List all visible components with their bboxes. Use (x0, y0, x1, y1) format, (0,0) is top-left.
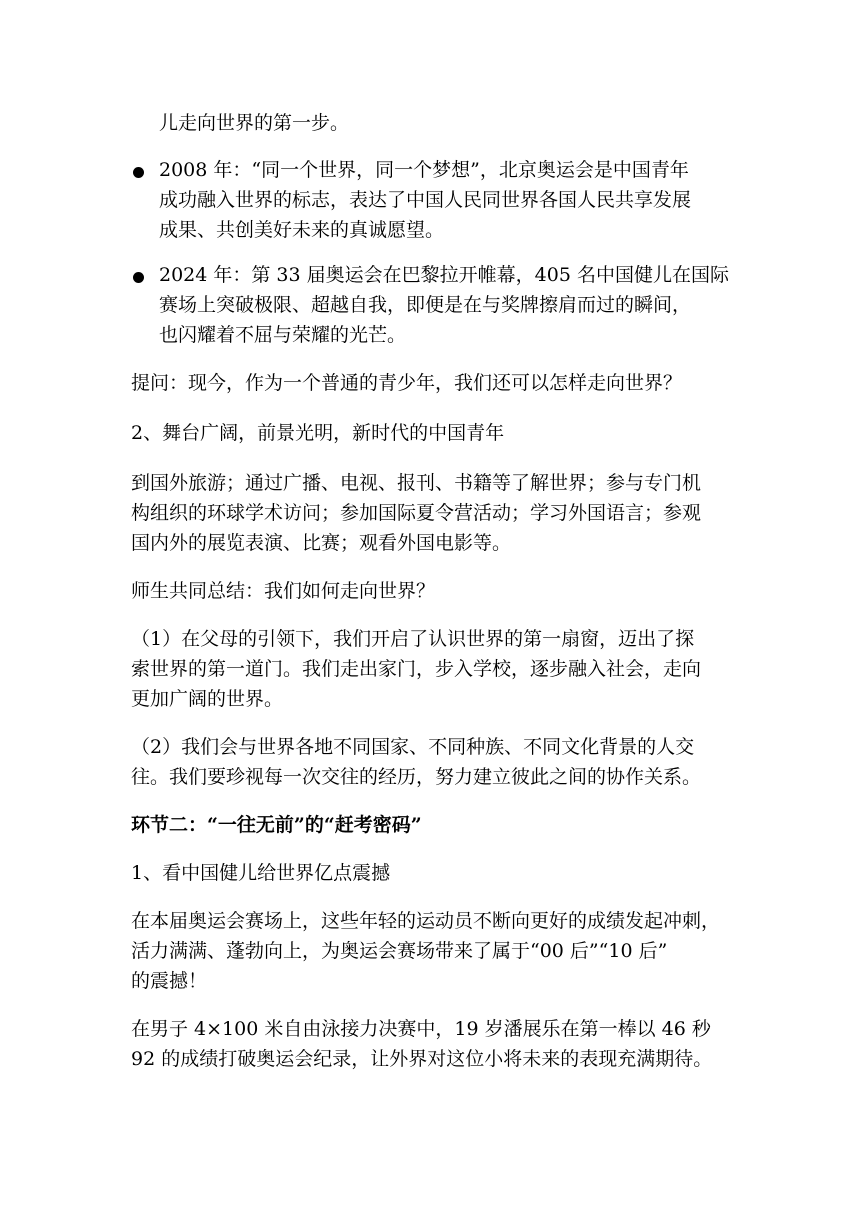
paragraph-line: （2）我们会与世界各地不同国家、不同种族、不同文化背景的人交 (131, 736, 695, 758)
bullet-line: 也闪耀着不屈与荣耀的光芒。 (159, 324, 407, 346)
paragraph-line: 在本届奥运会赛场上，这些年轻的运动员不断向更好的成绩发起冲刺， (131, 910, 721, 932)
bullet-line: 2024 年：第 33 届奥运会在巴黎拉开帷幕，405 名中国健儿在国际 (159, 264, 729, 286)
paragraph-line: 活力满满、蓬勃向上，为奥运会赛场带来了属于“00 后”“10 后” (131, 940, 668, 962)
paragraph-line: 国内外的展览表演、比赛；观看外国电影等。 (131, 532, 512, 554)
bullet-icon (133, 272, 144, 283)
bullet-line: 成果、共创美好未来的真诚愿望。 (159, 219, 445, 241)
paragraph-line: 到国外旅游；通过广播、电视、报刊、书籍等了解世界；参与专门机 (131, 472, 702, 494)
paragraph-line: 儿走向世界的第一步。 (159, 112, 350, 134)
paragraph-line: 在男子 4×100 米自由泳接力决赛中，19 岁潘展乐在第一棒以 46 秒 (131, 1018, 711, 1040)
paragraph-line: 索世界的第一道门。我们走出家门，步入学校，逐步融入社会，走向 (131, 658, 702, 680)
question-line: 提问：现今，作为一个普通的青少年，我们还可以怎样走向世界？ (131, 372, 683, 394)
bullet-line: 2008 年：“同一个世界，同一个梦想”，北京奥运会是中国青年 (159, 159, 689, 181)
bullet-line: 赛场上突破极限、超越自我，即便是在与奖牌擦肩而过的瞬间， (159, 294, 692, 316)
bullet-line: 成功融入世界的标志，表达了中国人民同世界各国人民共享发展 (159, 189, 692, 211)
summary-line: 师生共同总结：我们如何走向世界？ (131, 580, 436, 602)
paragraph-line: 更加广阔的世界。 (131, 688, 284, 710)
paragraph-line: 92 的成绩打破奥运会纪录，让外界对这位小将未来的表现充满期待。 (131, 1048, 713, 1070)
paragraph-line: 往。我们要珍视每一次交往的经历，努力建立彼此之间的协作关系。 (131, 766, 702, 788)
bullet-icon (133, 167, 144, 178)
section-heading: 环节二：“一往无前”的“赶考密码” (131, 814, 422, 836)
paragraph-line: 的震撼！ (131, 970, 208, 992)
paragraph-line: （1）在父母的引领下，我们开启了认识世界的第一扇窗，迈出了探 (131, 628, 695, 650)
paragraph-line: 构组织的环球学术访问；参加国际夏令营活动；学习外国语言；参观 (131, 502, 702, 524)
subheading: 1、看中国健儿给世界亿点震撼 (131, 862, 391, 884)
subheading: 2、舞台广阔，前景光明，新时代的中国青年 (131, 422, 505, 444)
